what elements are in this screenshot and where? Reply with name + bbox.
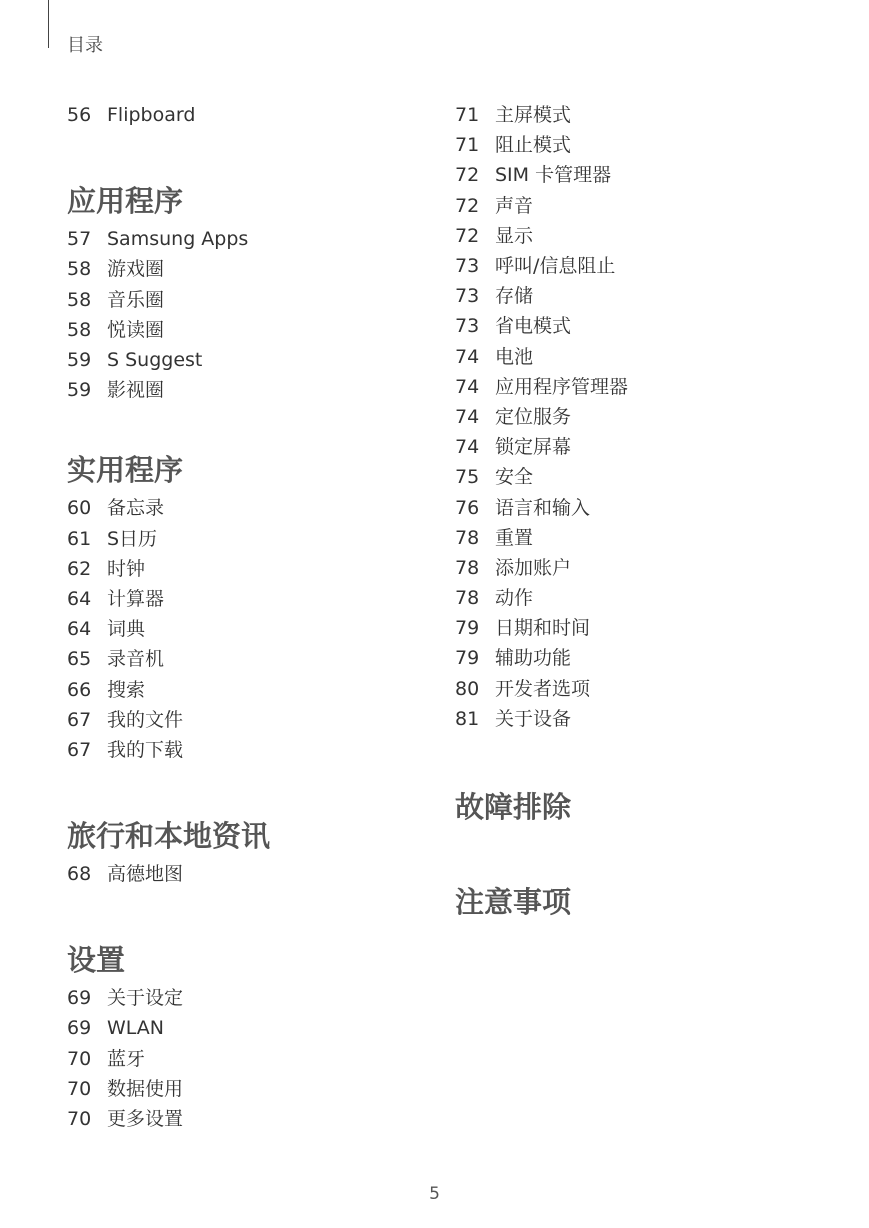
toc-entry[interactable] (455, 643, 855, 673)
toc-entry-label: 动作 (495, 587, 534, 610)
toc-entry-page: 75 (455, 466, 480, 489)
toc-entry[interactable] (455, 372, 855, 402)
toc-entry-page: 79 (455, 617, 480, 640)
toc-entry[interactable] (455, 160, 855, 190)
toc-entry-page: 69 (67, 987, 92, 1010)
toc-entry[interactable] (67, 584, 427, 614)
toc-entry-page: 59 (67, 349, 92, 372)
section-heading[interactable]: 故障排除 (455, 789, 572, 824)
toc-entry-page: 57 (67, 228, 92, 251)
toc-entry-label: 主屏模式 (495, 104, 572, 127)
toc-entry-label: 阻止模式 (495, 134, 572, 157)
toc-entry-label: 添加账户 (495, 556, 572, 579)
toc-entry-page: 73 (455, 315, 480, 338)
section-heading[interactable]: 设置 (67, 943, 126, 978)
toc-entry-page: 60 (67, 497, 92, 520)
toc-entry[interactable] (455, 402, 855, 432)
toc-entry-label: 我的下载 (107, 738, 184, 761)
section-heading[interactable]: 旅行和本地资讯 (67, 819, 271, 853)
toc-entry-label: 录音机 (107, 648, 165, 671)
toc-entry[interactable] (67, 644, 427, 674)
toc-entry-label: S日历 (107, 527, 158, 550)
toc-entry[interactable] (455, 191, 855, 221)
toc-entry-label: 备忘录 (107, 497, 165, 520)
toc-entry-label: 开发者选项 (495, 677, 591, 700)
toc-entry-label: 辅助功能 (495, 647, 572, 670)
toc-entry-label: 音乐圈 (107, 288, 165, 311)
toc-entry-label: 关于设备 (495, 707, 572, 730)
toc-entry-label: S Suggest (107, 349, 203, 372)
section-heading[interactable]: 注意事项 (455, 884, 572, 919)
toc-entry[interactable] (455, 281, 855, 311)
toc-entry-label: 蓝牙 (107, 1047, 146, 1070)
toc-entry-label: 关于设定 (107, 987, 184, 1010)
toc-entry-page: 56 (67, 104, 92, 127)
toc-entry-page: 65 (67, 648, 92, 671)
toc-entry-page: 70 (67, 1047, 92, 1070)
toc-entry[interactable] (67, 1013, 427, 1043)
toc-entry-page: 70 (67, 1108, 92, 1131)
toc-entry-page: 78 (455, 587, 480, 610)
toc-entry-label: 省电模式 (495, 315, 572, 338)
toc-entry-label: 悦读圈 (107, 318, 165, 341)
toc-entry[interactable] (455, 130, 855, 160)
toc-entry-page: 78 (455, 526, 480, 549)
toc-entry-page: 74 (455, 375, 480, 398)
toc-entry-page: 58 (67, 318, 92, 341)
toc-entry-page: 72 (455, 164, 480, 187)
toc-entry[interactable] (455, 462, 855, 492)
section-heading[interactable]: 应用程序 (67, 184, 184, 219)
toc-entry-page: 58 (67, 258, 92, 281)
toc-entry-label: 呼叫/信息阻止 (495, 255, 616, 278)
toc-entry[interactable] (455, 432, 855, 462)
toc-entry-label: Samsung Apps (107, 228, 249, 251)
toc-entry-label: 重置 (495, 526, 534, 549)
toc-entry-label: 数据使用 (107, 1077, 184, 1100)
toc-entry[interactable] (455, 704, 855, 734)
toc-entry-label: 锁定屏幕 (495, 436, 572, 459)
toc-entry-label: 时钟 (107, 557, 146, 580)
toc-entry[interactable] (67, 375, 427, 405)
toc-entry-page: 66 (67, 678, 92, 701)
toc-entry-label: 语言和输入 (495, 496, 591, 519)
toc-entry[interactable] (455, 553, 855, 583)
toc-entry-label: 搜索 (107, 678, 146, 701)
toc-entry-label: 定位服务 (495, 405, 572, 428)
toc-entry-page: 68 (67, 863, 92, 886)
toc-entry-label: 影视圈 (107, 379, 165, 402)
toc-entry-page: 70 (67, 1077, 92, 1100)
toc-entry-label: Flipboard (107, 104, 196, 127)
toc-entry-label: 高德地图 (107, 863, 184, 886)
toc-entry-page: 62 (67, 557, 92, 580)
toc-entry[interactable] (67, 1044, 427, 1074)
toc-entry-label: WLAN (107, 1017, 165, 1040)
toc-entry-page: 81 (455, 707, 480, 730)
toc-entry-label: 电池 (495, 345, 534, 368)
toc-entry[interactable] (67, 705, 427, 735)
toc-entry[interactable] (67, 224, 427, 254)
page-number: 5 (429, 1184, 440, 1204)
toc-entry[interactable] (67, 345, 427, 375)
toc-entry-label: 存储 (495, 285, 534, 308)
toc-entry[interactable] (67, 983, 427, 1013)
toc-entry-page: 74 (455, 436, 480, 459)
toc-entry[interactable] (67, 554, 427, 584)
toc-entry[interactable] (67, 524, 427, 554)
toc-entry[interactable] (455, 492, 855, 522)
toc-entry-page: 76 (455, 496, 480, 519)
toc-entry[interactable] (67, 674, 427, 704)
toc-entry-label: 日期和时间 (495, 617, 591, 640)
toc-entry[interactable] (455, 221, 855, 251)
toc-entry-label: 应用程序管理器 (495, 375, 629, 398)
toc-entry-label: 我的文件 (107, 708, 184, 731)
toc-entry-page: 80 (455, 677, 480, 700)
toc-entry-page: 58 (67, 288, 92, 311)
toc-entry[interactable] (455, 100, 855, 130)
toc-entry-label: 声音 (495, 194, 534, 217)
toc-entry-page: 72 (455, 194, 480, 217)
toc-entry-label: 游戏圈 (107, 258, 165, 281)
toc-entry-label: SIM 卡管理器 (495, 164, 612, 187)
toc-entry-label: 词典 (107, 618, 146, 641)
toc-entry[interactable] (67, 493, 427, 523)
toc-entry[interactable] (67, 859, 427, 889)
toc-entry[interactable] (455, 674, 855, 704)
toc-entry-label: 安全 (495, 466, 534, 489)
toc-entry-page: 59 (67, 379, 92, 402)
toc-entry-page: 67 (67, 738, 92, 761)
toc-entry-page: 78 (455, 556, 480, 579)
toc-entry[interactable] (455, 311, 855, 341)
toc-entry[interactable] (67, 1104, 427, 1134)
toc-entry-page: 73 (455, 255, 480, 278)
toc-entry-page: 64 (67, 587, 92, 610)
toc-entry-page: 61 (67, 527, 92, 550)
toc-entry[interactable] (455, 251, 855, 281)
toc-entry[interactable] (67, 285, 427, 315)
toc-entry-page: 79 (455, 647, 480, 670)
toc-entry-label: 显示 (495, 224, 534, 247)
toc-entry-page: 71 (455, 134, 480, 157)
toc-entry[interactable] (455, 613, 855, 643)
toc-entry-page: 64 (67, 618, 92, 641)
header-divider (48, 0, 49, 48)
toc-entry[interactable] (67, 254, 427, 284)
toc-entry[interactable] (67, 100, 427, 130)
toc-entry-page: 67 (67, 708, 92, 731)
toc-entry[interactable] (455, 583, 855, 613)
toc-entry-label: 更多设置 (107, 1108, 184, 1131)
toc-entry-page: 69 (67, 1017, 92, 1040)
toc-left-column (67, 100, 427, 1134)
toc-entry[interactable] (455, 523, 855, 553)
toc-entry-page: 73 (455, 285, 480, 308)
toc-entry[interactable] (67, 1074, 427, 1104)
toc-right-column (455, 100, 855, 922)
toc-entry-page: 71 (455, 104, 480, 127)
toc-entry[interactable] (67, 614, 427, 644)
toc-entry[interactable] (67, 735, 427, 765)
section-heading[interactable]: 实用程序 (67, 453, 184, 488)
toc-entry-page: 74 (455, 405, 480, 428)
toc-entry[interactable] (455, 342, 855, 372)
toc-entry-page: 74 (455, 345, 480, 368)
toc-entry-page: 72 (455, 224, 480, 247)
page-header-title: 目录 (67, 35, 103, 56)
toc-entry[interactable] (67, 315, 427, 345)
toc-entry-label: 计算器 (107, 587, 165, 610)
